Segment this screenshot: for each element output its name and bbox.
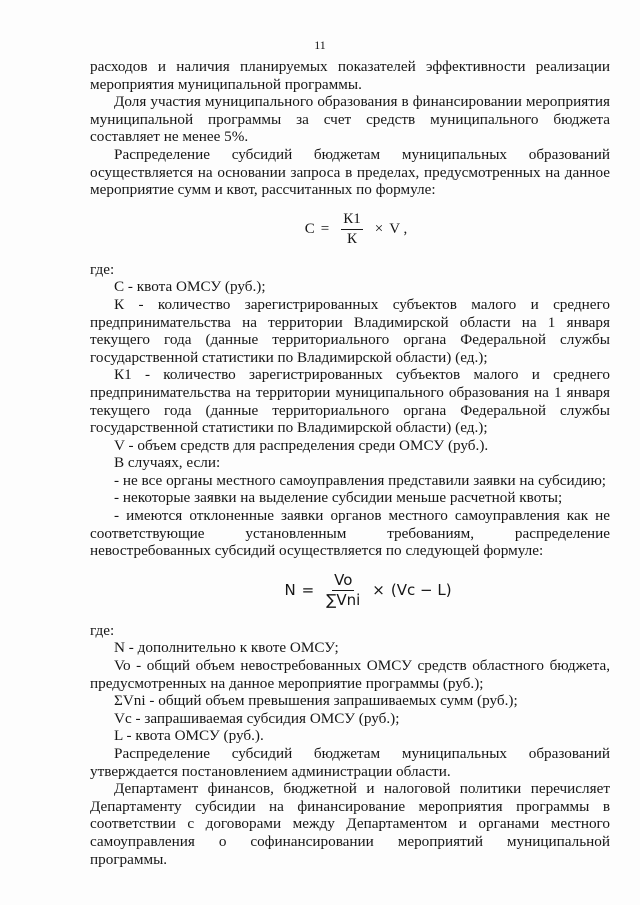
definition: ΣVni - общий объем превышения запрашиваемых сумм (руб.); (114, 692, 518, 710)
list-item: - некоторые заявки на выделение субсидии меньше расчетной квоты; (114, 489, 563, 507)
paragraph: Департамент финансов, бюджетной и налоговой политики перечисляет Департаменту субсидии на финансирование мероприятия программы в соответствии с договорами между Департаментом и органами местного самоуправления о софинансировании мероприятий муниципальной программы. (90, 780, 610, 868)
paragraph: Распределение субсидий бюджетам муниципальных образований осуществляется на основании запроса в пределах, предусмотренных на данное мероприятие сумм и квот, рассчитанных по формуле: (90, 145, 610, 199)
paragraph: Доля участия муниципального образования в финансировании мероприятия муниципальной программы за счет средств муниципального бюджета составляет не менее 5%. (90, 93, 610, 146)
page-number: 11 (314, 38, 326, 52)
definition: В случаях, если: (114, 454, 221, 472)
list-item: - имеются отклоненные заявки органов местного самоуправления как не соответствующие установленным требованиям, распределение невостребованных субсидий осуществляется по следующей формуле: (90, 507, 610, 560)
formula-lhs: С (304, 220, 315, 237)
definition: V - объем средств для распределения среди ОМСУ (руб.). (114, 436, 489, 454)
definition: К1 - количество зарегистрированных субъектов малого и среднего предпринимательства на территории муниципального образования на 1 января текущего года (данные территориального органа Федеральной службы государственной статистики по Владимирской области) (ед.); (90, 366, 610, 437)
fraction-numerator: Vo (332, 572, 354, 592)
formula-rhs: (Vc − L) (390, 581, 452, 600)
formula-equals: = (301, 581, 315, 600)
formula-times: × (374, 220, 384, 237)
formula-equals: = (320, 220, 330, 237)
formula-lhs: N (284, 581, 296, 600)
definition: Vc - запрашиваемая субсидия ОМСУ (руб.); (114, 709, 400, 727)
formula-times: × (372, 581, 385, 600)
formula-fraction (341, 211, 363, 249)
where-label: где: (90, 260, 115, 278)
definition: С - квота ОМСУ (руб.); (114, 278, 266, 296)
definition: Vo - общий объем невостребованных ОМСУ средств областного бюджета, предусмотренных на данное мероприятие программы (руб.); (90, 657, 610, 692)
redistribution-formula (126, 560, 610, 622)
document-body (90, 58, 610, 868)
fraction-numerator: К1 (341, 211, 363, 231)
definition: L - квота ОМСУ (руб.). (114, 727, 264, 745)
definition: N - дополнительно к квоте ОМСУ; (114, 639, 339, 657)
list-item: - не все органы местного самоуправления представили заявки на субсидию; (114, 471, 607, 489)
paragraph: расходов и наличия планируемых показателей эффективности реализации мероприятия муниципальной программы. (90, 58, 610, 93)
formula-rhs: V , (389, 220, 408, 237)
quota-formula (102, 199, 610, 261)
formula-fraction (326, 572, 360, 610)
fraction-denominator: ∑Vni (326, 591, 361, 610)
definition: К - количество зарегистрированных субъектов малого и среднего предпринимательства на территории Владимирской области на 1 января текущего года (данные территориального органа Федеральной службы государственной статистики по Владимирской области) (ед.); (90, 295, 610, 366)
fraction-denominator: К (346, 231, 357, 248)
where-label: где: (90, 621, 115, 639)
paragraph: Распределение субсидий бюджетам муниципальных образований утверждается постановлением администрации области. (90, 745, 610, 780)
